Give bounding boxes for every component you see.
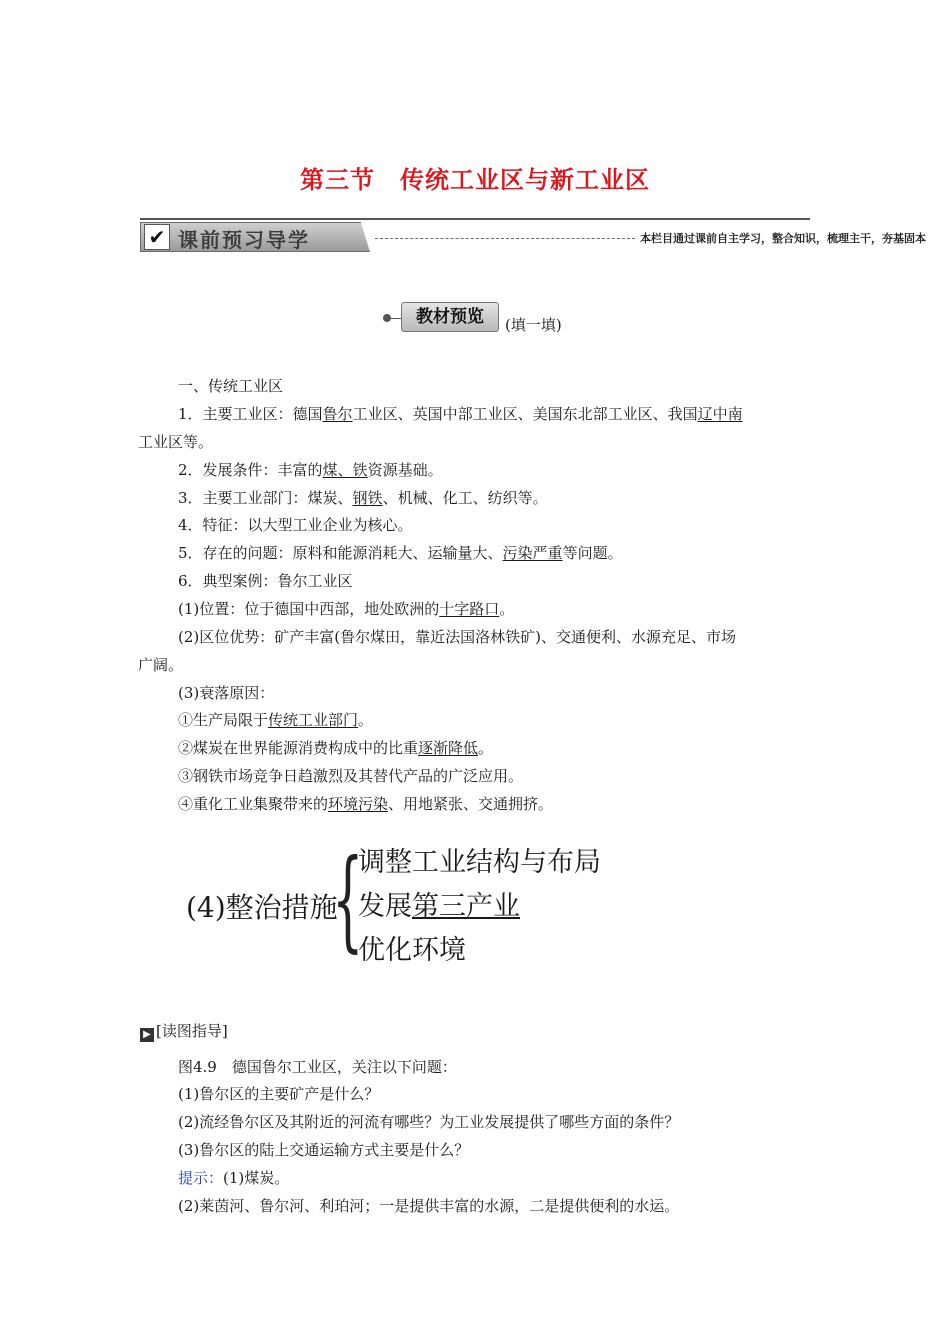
heading-traditional: 一、传统工业区 <box>178 377 284 395</box>
banner-label: 课前预习导学 <box>178 228 310 252</box>
section-title: 教材预览 <box>401 302 499 332</box>
text: 5．存在的问题：原料和能源消耗大、运输量大、 <box>178 544 503 562</box>
blank-answer: 钢铁 <box>352 489 383 507</box>
answer-2: (2)莱茵河、鲁尔河、利珀河；一是提供丰富的水源，二是提供便利的水运。 <box>178 1197 680 1215</box>
hint-label: 提示： <box>178 1169 224 1187</box>
text: 。 <box>358 711 374 729</box>
blank-answer: 十字路口 <box>439 600 500 618</box>
figure-caption: 图4.9 德国鲁尔工业区，关注以下问题： <box>178 1058 457 1076</box>
reason-1 <box>178 710 373 730</box>
check-icon: ✔ <box>144 224 170 250</box>
blank-answer: 第三产业 <box>412 891 520 922</box>
question-1: (1)鲁尔区的主要矿产是什么？ <box>178 1085 380 1103</box>
measure-2 <box>358 884 520 923</box>
measure-3: 优化环境 <box>358 935 466 966</box>
blank-answer: 煤、铁 <box>322 461 368 479</box>
banner-note: 本栏目通过课前自主学习，整合知识，梳理主干，夯基固本 <box>640 232 926 245</box>
blank-answer: 传统工业部门 <box>268 711 359 729</box>
text: 、用地紧张、交通拥挤。 <box>388 795 554 813</box>
text: ④重化工业集聚带来的 <box>178 795 329 813</box>
text: 发展 <box>358 891 412 922</box>
point-3: (3)衰落原因： <box>178 684 275 702</box>
text: 、机械、化工、纺织等。 <box>382 489 548 507</box>
reason-2 <box>178 738 493 758</box>
reading-guide-heading <box>140 1020 228 1042</box>
blank-answer: 鲁尔 <box>322 405 353 423</box>
text: ①生产局限于 <box>178 711 269 729</box>
reason-4 <box>178 794 553 814</box>
blank-answer: 逐渐降低 <box>418 739 479 757</box>
page-title: 第三节 传统工业区与新工业区 <box>300 166 650 194</box>
text: (1)煤炭。 <box>223 1169 290 1187</box>
text: (1)位置：位于德国中西部，地处欧洲的 <box>178 600 440 618</box>
measure-1: 调整工业结构与布局 <box>358 847 601 878</box>
blank-answer: 辽中南 <box>697 405 743 423</box>
text: 2．发展条件：丰富的 <box>178 461 323 479</box>
answer-1 <box>178 1168 289 1188</box>
section-banner <box>140 218 926 254</box>
text: 。 <box>499 600 515 618</box>
item-1-line-1 <box>178 404 743 424</box>
text: ②煤炭在世界能源消费构成中的比重 <box>178 739 419 757</box>
point-1 <box>178 599 514 619</box>
text: 1．主要工业区：德国 <box>178 405 323 423</box>
point-2-line-1: (2)区位优势：矿产丰富(鲁尔煤田，靠近法国洛林铁矿)、交通便利、水源充足、市场 <box>178 628 736 646</box>
item-3 <box>178 488 548 508</box>
text: 资源基础。 <box>367 461 443 479</box>
brace-icon: { <box>332 835 364 963</box>
reason-3: ③钢铁市场竞争日趋激烈及其替代产品的广泛应用。 <box>178 767 524 785</box>
banner-dashed-rule <box>375 238 635 239</box>
section-subtitle: (填一填) <box>505 316 562 334</box>
measures-label: (4)整治措施 <box>186 891 338 924</box>
text: 3．主要工业部门：煤炭、 <box>178 489 353 507</box>
point-2-line-2: 广阔。 <box>138 656 184 674</box>
reading-guide-label: [读图指导] <box>156 1022 228 1040</box>
play-icon: ▶ <box>140 1028 154 1042</box>
item-1-line-2: 工业区等。 <box>138 433 214 451</box>
banner-top-rule <box>140 218 810 220</box>
question-3: (3)鲁尔区的陆上交通运输方式主要是什么？ <box>178 1141 470 1159</box>
text: 等问题。 <box>562 544 623 562</box>
blank-answer: 污染严重 <box>502 544 563 562</box>
item-6: 6．典型案例：鲁尔工业区 <box>178 572 353 590</box>
text: 工业区、英国中部工业区、美国东北部工业区、我国 <box>352 405 698 423</box>
item-4: 4．特征：以大型工业企业为核心。 <box>178 516 413 534</box>
item-5 <box>178 543 623 563</box>
text: 。 <box>478 739 494 757</box>
item-2 <box>178 460 443 480</box>
blank-answer: 环境污染 <box>328 795 389 813</box>
question-2: (2)流经鲁尔区及其附近的河流有哪些？为工业发展提供了哪些方面的条件？ <box>178 1113 680 1131</box>
